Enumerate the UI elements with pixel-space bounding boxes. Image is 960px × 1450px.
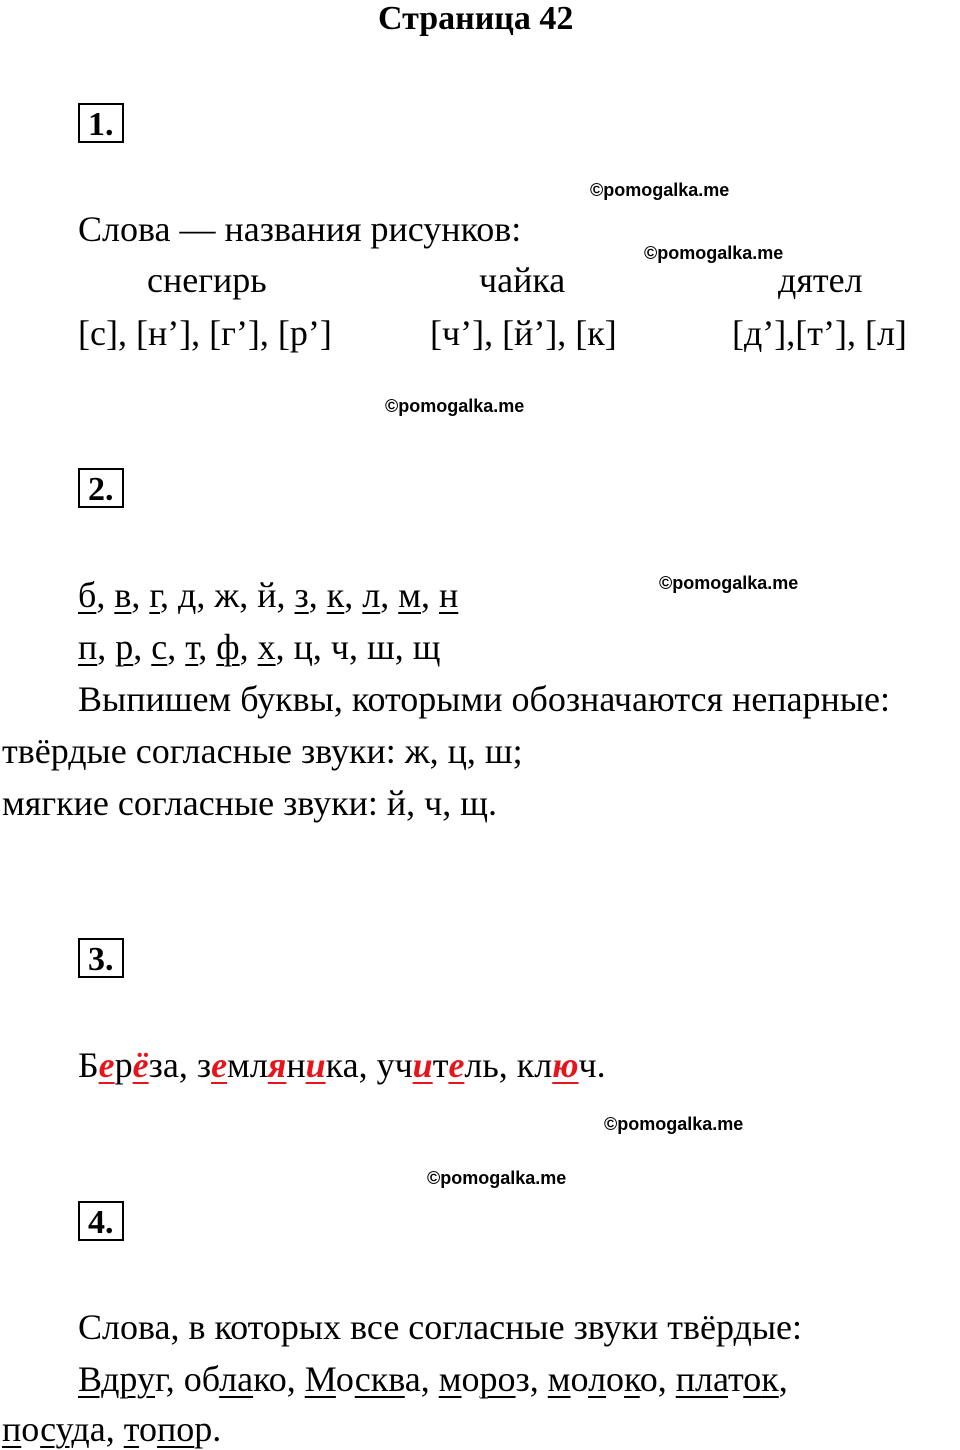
text-segment: ль, кл — [464, 1045, 553, 1085]
task4-line3 — [2, 1408, 221, 1450]
text-segment: . — [212, 1409, 222, 1449]
highlighted-vowel: е — [448, 1045, 465, 1085]
text-segment: , — [96, 575, 115, 615]
task1-word-dyatel: дятел — [778, 260, 863, 300]
text-segment: , — [380, 575, 399, 615]
underlined-letter: Вдру — [78, 1359, 155, 1399]
text-segment: ка, уч — [325, 1045, 413, 1085]
task2-line5: мягкие согласные звуки: й, ч, щ. — [2, 783, 497, 823]
watermark: ©pomogalka.me — [644, 243, 784, 263]
underlined-letter: л — [588, 1359, 607, 1399]
watermark: ©pomogalka.me — [659, 573, 799, 593]
task-number-4: 4. — [78, 1201, 124, 1241]
underlined-letter: м — [438, 1359, 462, 1399]
text-segment: , — [97, 627, 116, 667]
underlined-letter: х — [257, 627, 276, 667]
text-segment: ко, — [253, 1359, 305, 1399]
text-segment: о — [606, 1359, 625, 1399]
text-segment: , ц, ч, ш, щ — [275, 627, 441, 667]
underlined-letter: ла — [219, 1359, 254, 1399]
watermark: ©pomogalka.me — [427, 1168, 567, 1188]
underlined-letter: т — [185, 627, 199, 667]
underlined-letter: пла — [675, 1359, 728, 1399]
text-segment: а, — [89, 1409, 124, 1449]
task1-sounds-dyatel: [д’],[т’], [л] — [732, 313, 907, 353]
underlined-letter: к — [624, 1359, 640, 1399]
text-segment: , — [133, 627, 152, 667]
task4-intro: Слова, в которых все согласные звуки твёрдые: — [78, 1307, 803, 1347]
text-segment: , — [344, 575, 363, 615]
text-segment: т — [728, 1359, 744, 1399]
task1-word-chaika: чайка — [479, 260, 566, 300]
text-segment: , — [308, 575, 327, 615]
underlined-letter: в — [114, 575, 132, 615]
watermark: ©pomogalka.me — [604, 1114, 744, 1134]
text-segment: о — [138, 1409, 157, 1449]
underlined-letter: по — [156, 1409, 195, 1449]
highlighted-vowel: е — [98, 1045, 115, 1085]
underlined-letter: ф — [216, 627, 240, 667]
text-segment: , — [131, 575, 150, 615]
highlighted-vowel: я — [267, 1045, 287, 1085]
underlined-letter: р — [115, 627, 134, 667]
text-segment: , — [778, 1359, 788, 1399]
text-segment: , ж, й, — [196, 575, 295, 615]
text-segment: н — [286, 1045, 306, 1085]
watermark: ©pomogalka.me — [590, 180, 730, 200]
task2-line4: твёрдые согласные звуки: ж, ц, ш; — [2, 731, 523, 771]
underlined-letter: л — [362, 575, 381, 615]
highlighted-vowel: ю — [552, 1045, 579, 1085]
underlined-letter: п — [2, 1409, 22, 1449]
text-segment: з, — [515, 1359, 548, 1399]
highlighted-vowel: и — [305, 1045, 326, 1085]
text-segment: о — [570, 1359, 589, 1399]
task-number-1: 1. — [78, 103, 124, 143]
text-segment: ч. — [578, 1045, 606, 1085]
task-number-3: 3. — [78, 938, 124, 978]
text-segment: о — [21, 1409, 41, 1449]
underlined-letter: м — [547, 1359, 571, 1399]
task1-word-snegir: снегирь — [147, 260, 267, 300]
underlined-letter: м — [398, 575, 421, 615]
text-segment: т — [432, 1045, 449, 1085]
task2-line3: Выпишем буквы, которыми обозначаются непарные: — [78, 679, 890, 719]
text-segment: о, — [639, 1359, 676, 1399]
underlined-letter: М — [304, 1359, 336, 1399]
underlined-letter: н — [439, 575, 459, 615]
text-segment: р — [114, 1045, 133, 1085]
underlined-letter: д — [178, 575, 197, 615]
underlined-letter: суд — [40, 1409, 90, 1449]
highlighted-vowel: ё — [132, 1045, 149, 1085]
text-segment: , — [167, 627, 186, 667]
underlined-letter: б — [78, 575, 97, 615]
page-title: Страница 42 — [378, 0, 574, 37]
task2-row1 — [78, 574, 458, 616]
task3-line — [78, 1044, 606, 1086]
underlined-letter: п — [78, 627, 98, 667]
text-segment: а, — [404, 1359, 439, 1399]
text-segment: за, з — [148, 1045, 212, 1085]
underlined-letter: с — [151, 627, 168, 667]
task1-sounds-snegir: [с], [н’], [г’], [р’] — [78, 313, 332, 353]
text-segment: г — [154, 1359, 166, 1399]
task4-line2 — [78, 1358, 788, 1400]
underlined-letter: к — [326, 575, 345, 615]
underlined-letter: к — [761, 1359, 779, 1399]
text-segment: о — [461, 1359, 480, 1399]
highlighted-vowel: е — [211, 1045, 228, 1085]
task1-sounds-chaika: [ч’], [й’], [к] — [430, 313, 617, 353]
text-segment: , — [160, 575, 179, 615]
underlined-letter: г — [149, 575, 161, 615]
text-segment: Б — [78, 1045, 99, 1085]
underlined-letter: ро — [479, 1359, 516, 1399]
text-segment: , — [198, 627, 217, 667]
task1-intro: Слова — названия рисунков: — [78, 209, 522, 249]
text-segment: , — [421, 575, 439, 615]
highlighted-vowel: и — [412, 1045, 433, 1085]
underlined-letter: з — [294, 575, 309, 615]
text-segment: , — [239, 627, 258, 667]
task-number-2: 2. — [78, 468, 124, 508]
underlined-letter: о — [743, 1359, 762, 1399]
text-segment: р — [194, 1409, 213, 1449]
underlined-letter: т — [123, 1409, 139, 1449]
text-segment: мл — [227, 1045, 268, 1085]
text-segment: , об — [165, 1359, 220, 1399]
text-segment: о — [335, 1359, 355, 1399]
watermark: ©pomogalka.me — [385, 396, 525, 416]
task2-row2 — [78, 626, 440, 668]
underlined-letter: скв — [354, 1359, 405, 1399]
